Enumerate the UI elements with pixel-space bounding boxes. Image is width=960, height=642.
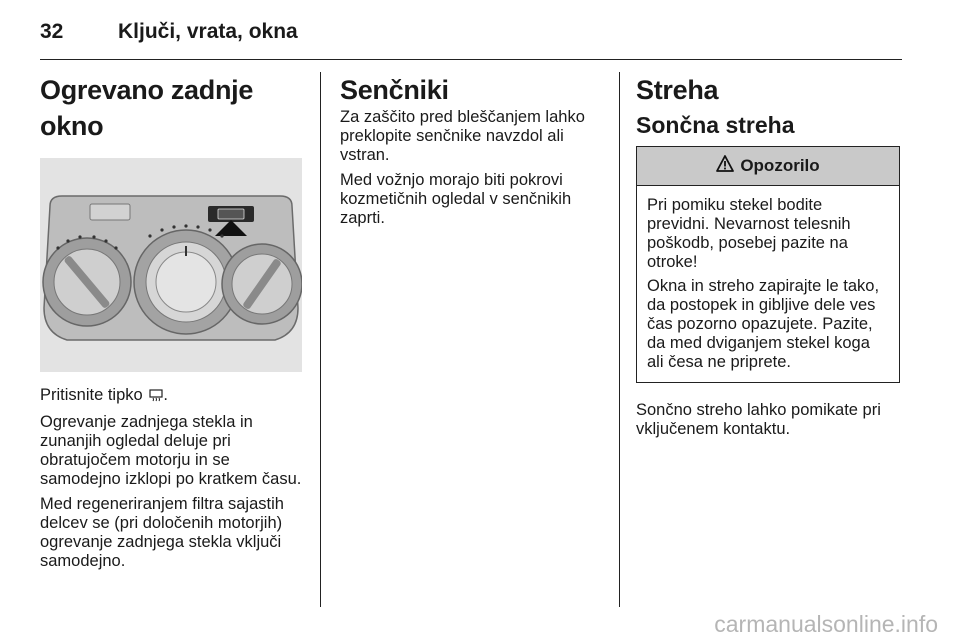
section-sun-visors bbox=[340, 72, 600, 234]
paragraph: Pritisnite tipko . bbox=[40, 386, 306, 407]
header-divider bbox=[40, 59, 902, 60]
paragraph: Med regeneriranjem filtra sajastih delcev se (pri določenih motorjih) ogrevanje zadnjega stekla vključi samodejno. bbox=[40, 495, 284, 570]
warning-box bbox=[636, 146, 900, 383]
warning-header bbox=[637, 147, 899, 186]
column-divider bbox=[619, 72, 620, 607]
subsection-heading: Sončna streha bbox=[636, 112, 795, 138]
section-roof bbox=[636, 72, 902, 445]
rear-window-heater-illustration bbox=[40, 158, 302, 372]
section-heading: Streha bbox=[636, 75, 719, 105]
column-divider bbox=[320, 72, 321, 607]
paragraph: Ogrevanje zadnjega stekla in zunanjih ogledal deluje pri obratujočem motorju in se samodejno izklopi po kratkem času. bbox=[40, 413, 302, 488]
page-header bbox=[40, 18, 902, 60]
paragraph: Med vožnjo morajo biti pokrovi kozmetičnih ogledal v senčnikih zaprti. bbox=[340, 171, 572, 227]
warning-body bbox=[637, 186, 899, 382]
paragraph: Za zaščito pred bleščanjem lahko preklopite senčnike navzdol ali vstran. bbox=[340, 108, 585, 164]
warning-paragraph: Pri pomiku stekel bodite previdni. Nevarnost telesnih poškodb, posebej pazite na otroke! bbox=[647, 196, 851, 271]
watermark: carmanualsonline.info bbox=[714, 611, 938, 637]
rear-defrost-icon bbox=[149, 388, 163, 407]
section-heading: Ogrevano zadnje okno bbox=[40, 75, 254, 141]
chapter-title: Ključi, vrata, okna bbox=[118, 20, 298, 43]
paragraph: Sončno streho lahko pomikate pri vključenem kontaktu. bbox=[636, 401, 881, 438]
warning-triangle-icon bbox=[716, 155, 734, 177]
section-rear-window-heater bbox=[40, 72, 306, 577]
page-number: 32 bbox=[40, 20, 64, 43]
warning-title: Opozorilo bbox=[740, 156, 820, 175]
warning-paragraph: Okna in streho zapirajte le tako, da postopek in gibljive dele ves čas pozorno opazujete. Pazite, da med dviganjem stekel koga ali česa ne priprete. bbox=[647, 277, 880, 371]
section-heading: Senčniki bbox=[340, 75, 449, 105]
